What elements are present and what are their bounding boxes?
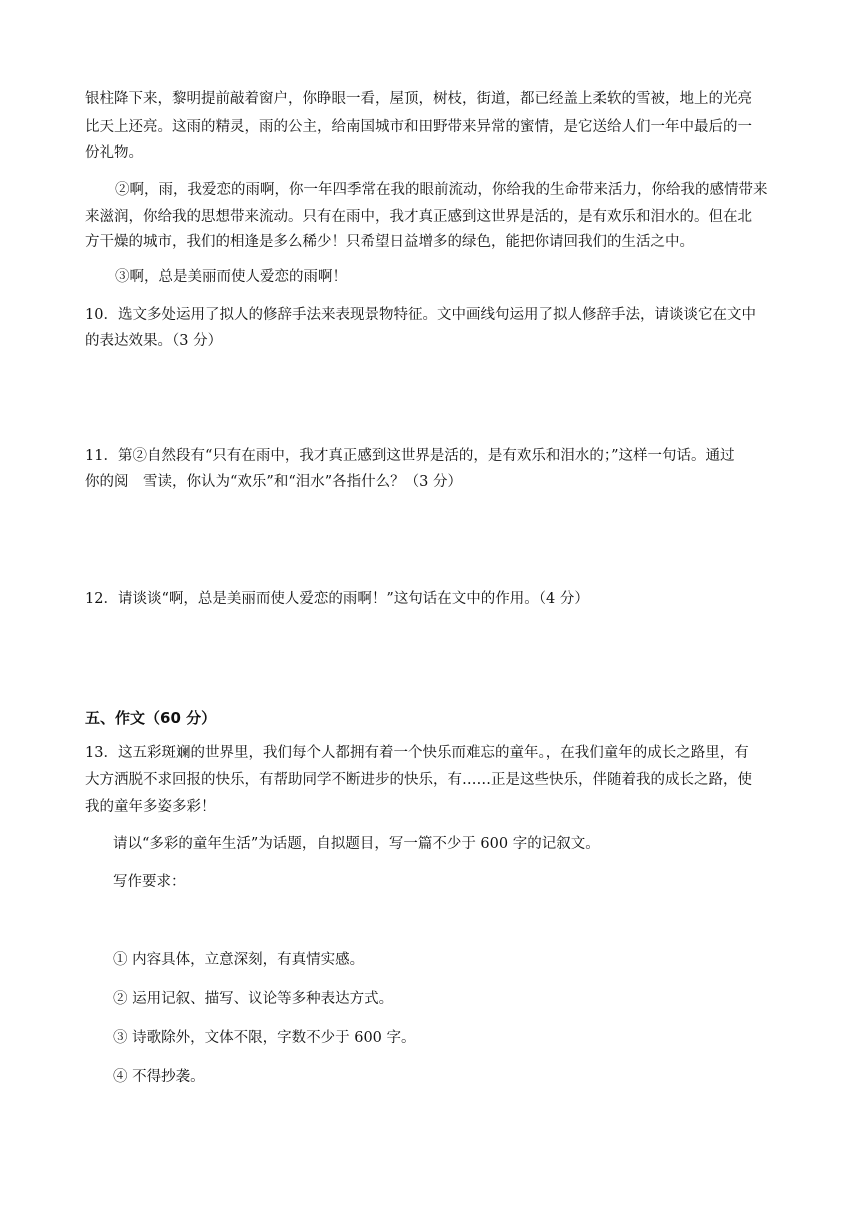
question-10-line-2: 的表达效果。（3 分） (85, 333, 223, 349)
passage-p3: ③啊，总是美丽而使人爱恋的雨啊！ (115, 269, 347, 285)
question-11-line-2: 你的阅 雪读，你认为“欢乐”和“泪水”各指什么？（3 分） (85, 474, 462, 490)
writing-requirements-title: 写作要求： (113, 874, 186, 890)
question-13-line-2: 大方洒脱不求回报的快乐，有帮助同学不断进步的快乐，有……正是这些快乐，伴随着我的成长之路，使 (85, 772, 752, 788)
section-5-title: 五、作文（60 分） (85, 709, 217, 727)
requirement-1: ① 内容具体，立意深刻，有真情实感。 (113, 952, 365, 968)
passage-p1-line-2: 比天上还亮。这雨的精灵，雨的公主，给南国城市和田野带来异常的蜜情，是它送给人们一年中最后的一 (85, 119, 752, 135)
question-10-line-1: 10．选文多处运用了拟人的修辞手法来表现景物特征。文中画线句运用了拟人修辞手法，请谈谈它在文中 (85, 307, 756, 323)
passage-p2-line-1: ②啊，雨，我爱恋的雨啊，你一年四季常在我的眼前流动，你给我的生命带来活力，你给我的感情带来 (115, 182, 768, 198)
passage-p2-line-2: 来滋润，你给我的思想带来流动。只有在雨中，我才真正感到这世界是活的，是有欢乐和泪水的。但在北 (85, 209, 752, 225)
passage-p1-line-3: 份礼物。 (85, 145, 143, 161)
requirement-4: ④ 不得抄袭。 (113, 1069, 205, 1085)
question-13-line-3: 我的童年多姿多彩！ (85, 799, 216, 815)
requirement-2: ② 运用记叙、描写、议论等多种表达方式。 (113, 991, 394, 1007)
question-12: 12．请谈谈“啊，总是美丽而使人爱恋的雨啊！”这句话在文中的作用。（4 分） (85, 591, 589, 607)
requirement-3: ③ 诗歌除外，文体不限，字数不少于 600 字。 (113, 1030, 416, 1046)
question-13-line-1: 13．这五彩斑斓的世界里，我们每个人都拥有着一个快乐而难忘的童年。，在我们童年的成长之路里，有 (85, 745, 749, 761)
passage-p2-line-3: 方干燥的城市，我们的相逢是多么稀少！只希望日益增多的绿色，能把你请回我们的生活之中。 (85, 234, 694, 250)
essay-instruction: 请以“多彩的童年生活”为话题，自拟题目，写一篇不少于 600 字的记叙文。 (113, 836, 600, 852)
question-11-line-1: 11．第②自然段有“只有在雨中，我才真正感到这世界是活的，是有欢乐和泪水的；”这样一句话。通过 (85, 448, 735, 464)
passage-p1-line-1: 银柱降下来，黎明提前敲着窗户，你睁眼一看，屋顶，树枝，街道，都已经盖上柔软的雪被，地上的光亮 (85, 91, 752, 107)
